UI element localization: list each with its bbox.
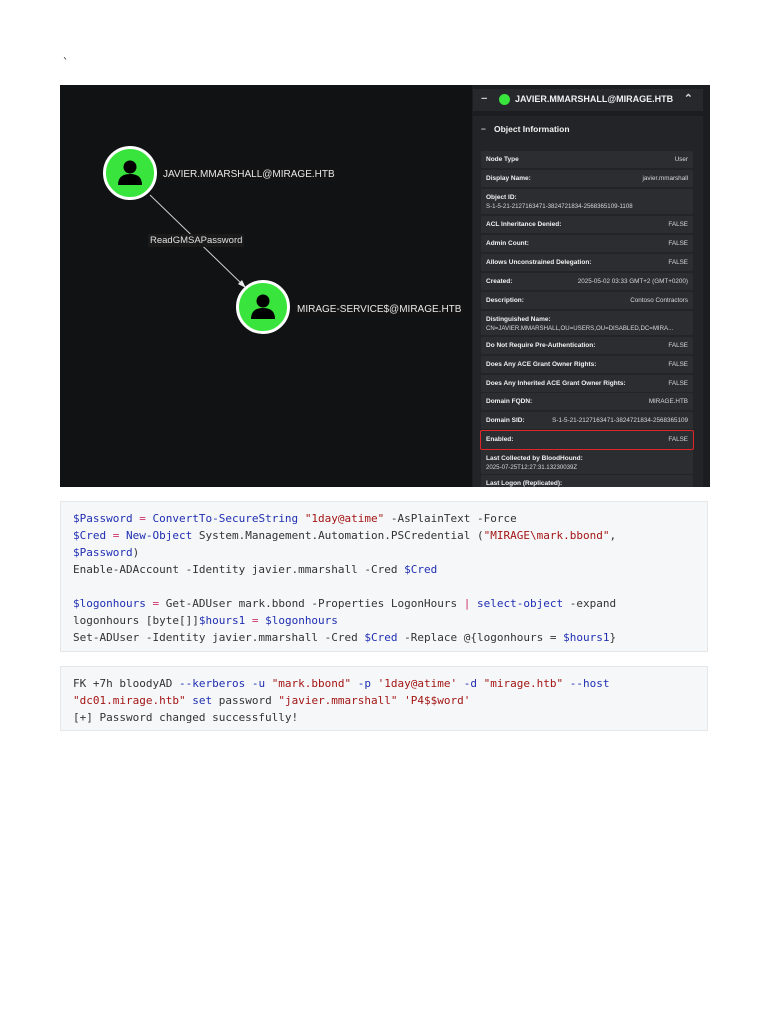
property-row <box>481 170 693 187</box>
code-token: New-Object <box>126 529 193 542</box>
property-row <box>481 337 693 354</box>
property-value: S-1-5-21-2127163471-3824721834-2568365109-1108 <box>486 203 633 210</box>
user-icon <box>499 94 510 105</box>
powershell-code-block[interactable] <box>60 501 708 652</box>
code-line <box>73 578 695 595</box>
code-token: password <box>212 694 279 707</box>
property-key: Does Any ACE Grant Owner Rights: <box>486 361 597 368</box>
code-token: $Password <box>73 512 133 525</box>
user-icon <box>248 292 278 322</box>
property-key: Created: <box>486 278 513 285</box>
property-key: Node Type <box>486 156 519 163</box>
property-key: Do Not Require Pre-Authentication: <box>486 342 596 349</box>
code-token: $Cred <box>404 563 438 576</box>
property-key: Does Any Inherited ACE Grant Owner Rights: <box>486 380 626 387</box>
property-value: Contoso Contractors <box>630 297 688 304</box>
property-row <box>481 412 693 429</box>
property-row <box>481 393 693 410</box>
property-value: FALSE <box>668 221 688 228</box>
code-token <box>265 677 272 690</box>
code-token: $logonhours <box>265 614 338 627</box>
property-value: FALSE <box>668 361 688 368</box>
code-token: 'P4$$word' <box>404 694 471 707</box>
source-user-node[interactable] <box>103 146 157 200</box>
code-token: "mark.bbond" <box>271 677 352 690</box>
code-token: = <box>145 597 166 610</box>
code-token: FK +7h bloodyAD <box>73 677 179 690</box>
code-token <box>457 677 464 690</box>
code-token <box>563 677 570 690</box>
code-token <box>371 677 378 690</box>
code-line <box>73 675 695 692</box>
code-token: [+] Password changed successfully! <box>73 711 299 724</box>
code-line <box>73 692 695 709</box>
bloodyad-code-block[interactable] <box>60 666 708 731</box>
property-row <box>481 151 693 168</box>
property-key: Object ID: <box>486 194 517 201</box>
code-token: logonhours [byte[]] <box>73 614 199 627</box>
property-row <box>481 311 693 335</box>
property-value: S-1-5-21-2127163471-3824721834-2568365109 <box>552 417 688 424</box>
code-token: $Password <box>73 546 133 559</box>
code-token: -expand <box>563 597 617 610</box>
collapse-icon[interactable]: − <box>481 93 488 105</box>
code-token: System.Management.Automation.PSCredential ( <box>192 529 484 542</box>
property-value: FALSE <box>668 259 688 266</box>
entity-panel <box>472 85 710 487</box>
code-token: '1day@atime' <box>377 677 458 690</box>
code-token: $logonhours <box>73 597 146 610</box>
code-line <box>73 527 695 544</box>
property-value: MIRAGE.HTB <box>648 398 688 405</box>
property-row <box>481 475 693 487</box>
code-token: -p <box>357 677 372 690</box>
property-value: javier.mmarshall <box>642 175 688 182</box>
code-token: = <box>106 529 126 542</box>
property-value: 2025-05-02 03:33 GMT+2 (GMT+0200) <box>577 278 688 285</box>
stray-backtick: ` <box>62 56 70 70</box>
property-key: Admin Count: <box>486 240 529 247</box>
code-token: Enable-ADAccount -Identity javier.mmarshall -Cred <box>73 563 405 576</box>
property-row <box>481 235 693 252</box>
code-token: select-object <box>477 597 564 610</box>
property-row <box>481 356 693 373</box>
property-row <box>481 189 693 214</box>
property-row <box>481 216 693 233</box>
target-node-label: MIRAGE-SERVICE$@MIRAGE.HTB <box>294 303 464 316</box>
property-row <box>481 254 693 271</box>
property-value: CN=JAVIER.MMARSHALL,OU=USERS,OU=DISABLED,DC=MIRA... <box>486 325 674 332</box>
property-key: Domain SID: <box>486 417 525 424</box>
collapse-icon[interactable]: − <box>481 124 486 134</box>
code-token: $hours1 <box>198 614 246 627</box>
property-row <box>481 450 693 474</box>
code-token: "dc01.mirage.htb" <box>73 694 186 707</box>
target-computer-node[interactable] <box>236 280 290 334</box>
property-key: Domain FQDN: <box>486 398 533 405</box>
code-token <box>298 512 305 525</box>
code-token: --kerberos -u <box>178 677 266 690</box>
panel-title: JAVIER.MMARSHALL@MIRAGE.HTB <box>515 94 674 104</box>
property-key: Distinguished Name: <box>486 316 551 323</box>
property-row <box>481 273 693 290</box>
code-token: $hours1 <box>563 631 610 644</box>
code-token <box>351 677 358 690</box>
code-token: -Replace @{logonhours = <box>397 631 564 644</box>
code-token <box>470 597 477 610</box>
code-token: } <box>609 631 617 644</box>
property-key: Enabled: <box>486 436 514 443</box>
code-line <box>73 510 695 527</box>
code-line <box>73 612 695 629</box>
code-token: = <box>245 614 266 627</box>
code-token: ) <box>132 546 140 559</box>
source-node-label: JAVIER.MMARSHALL@MIRAGE.HTB <box>160 168 338 181</box>
property-key: Last Logon (Replicated): <box>486 480 563 487</box>
code-token: set <box>192 694 213 707</box>
property-key: Allows Unconstrained Delegation: <box>486 259 592 266</box>
code-token: ConvertTo-SecureString <box>152 512 299 525</box>
code-token: "mirage.htb" <box>483 677 564 690</box>
code-token <box>477 677 484 690</box>
property-value: User <box>674 156 688 163</box>
code-token: $Cred <box>364 631 398 644</box>
code-token: = <box>132 512 153 525</box>
code-token: "MIRAGE\mark.bbond" <box>483 529 610 542</box>
code-token: , <box>609 529 617 542</box>
user-icon <box>115 158 145 188</box>
code-token: "javier.mmarshall" <box>278 694 398 707</box>
code-token: "1day@atime" <box>304 512 385 525</box>
code-token: Set-ADUser -Identity javier.mmarshall -Cred <box>73 631 365 644</box>
chevron-up-icon[interactable]: ⌃ <box>683 93 693 105</box>
property-key: Display Name: <box>486 175 531 182</box>
code-token: Get-ADUser mark.bbond -Properties LogonHours <box>165 597 464 610</box>
edge-label: ReadGMSAPassword <box>150 235 243 246</box>
property-row <box>481 431 693 449</box>
property-value: FALSE <box>668 380 688 387</box>
section-title[interactable] <box>481 124 570 134</box>
property-row <box>481 375 693 392</box>
property-key: ACL Inheritance Denied: <box>486 221 562 228</box>
code-line <box>73 629 695 646</box>
property-value: FALSE <box>668 342 688 349</box>
property-value: FALSE <box>668 240 688 247</box>
code-token: --host <box>569 677 610 690</box>
code-token: | <box>463 597 471 610</box>
bloodhound-screenshot <box>60 85 710 487</box>
property-key: Description: <box>486 297 524 304</box>
property-key: Last Collected by BloodHound: <box>486 455 583 462</box>
code-line <box>73 544 695 561</box>
code-token: -d <box>463 677 478 690</box>
panel-header[interactable] <box>473 89 703 111</box>
property-value: FALSE <box>668 436 688 443</box>
property-row <box>481 292 693 309</box>
code-line <box>73 595 695 612</box>
code-line <box>73 561 695 578</box>
code-line <box>73 709 695 726</box>
section-title-label: Object Information <box>493 124 570 134</box>
code-token: $Cred <box>73 529 107 542</box>
object-information-section <box>473 116 703 487</box>
property-value: 2025-07-25T12:27:31.13230039Z <box>486 464 578 471</box>
code-token: -AsPlainText -Force <box>384 512 517 525</box>
